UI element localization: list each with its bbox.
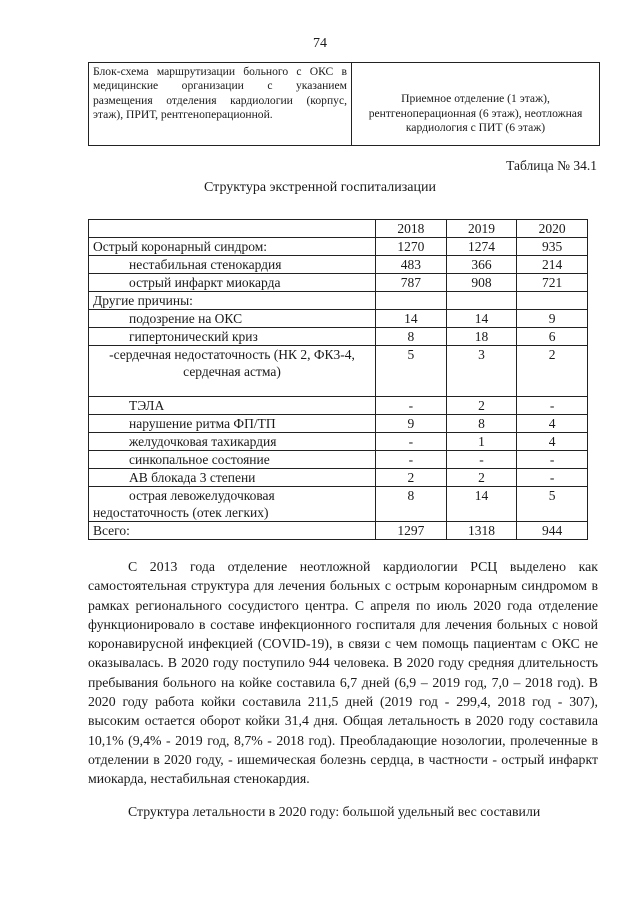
cell-value: 14 (446, 487, 517, 522)
cell-value: 1270 (376, 238, 447, 256)
cell-value: 1274 (446, 238, 517, 256)
body-paragraph: С 2013 года отделение неотложной кардиологии РСЦ выделено как самостоятельная структура для лечения больных с острым коронарным синдромом в рамках регионального сосудистого центра. С апреля по июль 2020 года отделение функционировало в составе инфекционного госпиталя для лечения больных с новой коронавирусной инфекцией (COVID-19), в связи с чем помощь пациентам с ОКС не оказывалась. В 2020 году поступило 944 человека. В 2020 году средняя длительность пребывания больного на койке составила 6,7 дней (6,9 – 2019 год, 7,0 – 2018 год). В 2020 году работа койки составила 211,5 дней (2019 год - 299,4, 2018 год - 307), высоким остается оборот койки 31,4 дня. Общая летальность в 2020 году составила 10,1% (9,4% - 2019 год, 8,7% - 2018 год). Преобладающие нозологии, пролеченные в отделении в 2020 году, - ишемическая болезнь сердца, в частности - острый инфаркт миокарда, нестабильная стенокардия. (88, 559, 598, 787)
row-label: АВ блокада 3 степени (89, 469, 376, 487)
cell-value (376, 292, 447, 310)
cell-value: - (376, 397, 447, 415)
cell-value: 2 (376, 469, 447, 487)
year-header: 2018 (376, 220, 447, 238)
table-row (89, 487, 588, 522)
table-row (89, 256, 588, 274)
cell-value (517, 292, 588, 310)
table-row (89, 415, 588, 433)
row-label: острый инфаркт миокарда (89, 274, 376, 292)
table-title: Структура экстренной госпитализации (204, 180, 436, 195)
table-row (89, 469, 588, 487)
cell-value: 8 (446, 415, 517, 433)
cell-value: 3 (446, 346, 517, 397)
cell-value: 2 (517, 346, 588, 397)
table-number: Таблица № 34.1 (506, 158, 597, 173)
row-label: желудочковая тахикардия (89, 433, 376, 451)
cell-value: 14 (376, 310, 447, 328)
row-label: -сердечная недостаточность (НК 2, ФК3-4, сердечная астма) (89, 346, 376, 397)
cell-value: 18 (446, 328, 517, 346)
header-empty-cell (89, 220, 376, 238)
cell-value: - (376, 433, 447, 451)
cell-value: - (376, 451, 447, 469)
table-row (89, 310, 588, 328)
table-row (89, 292, 588, 310)
page-number: 74 (313, 36, 327, 51)
hospitalization-table (88, 219, 588, 540)
cell-value: - (517, 469, 588, 487)
cell-value: 9 (517, 310, 588, 328)
cell-value: 5 (376, 346, 447, 397)
table-row (89, 451, 588, 469)
cell-value: 1297 (376, 522, 447, 540)
cell-value: 908 (446, 274, 517, 292)
row-label: гипертонический криз (89, 328, 376, 346)
table-row (89, 433, 588, 451)
row-label: Другие причины: (89, 292, 376, 310)
cell-value: - (446, 451, 517, 469)
table-row (89, 397, 588, 415)
cell-value: 787 (376, 274, 447, 292)
table-row (89, 238, 588, 256)
cell-value: - (517, 397, 588, 415)
cell-value: 214 (517, 256, 588, 274)
cell-value: 944 (517, 522, 588, 540)
routing-info-table (88, 62, 600, 146)
cell-value: 8 (376, 487, 447, 522)
table-row (89, 274, 588, 292)
cell-value: 6 (517, 328, 588, 346)
cell-value: - (517, 451, 588, 469)
cell-value: 4 (517, 415, 588, 433)
table-row (89, 63, 600, 146)
cell-value: 2 (446, 469, 517, 487)
row-label: Всего: (89, 522, 376, 540)
table-header-row (89, 220, 588, 238)
cell-value: 1 (446, 433, 517, 451)
cell-value: 721 (517, 274, 588, 292)
table-row (89, 346, 588, 397)
cell-value: 935 (517, 238, 588, 256)
row-label: нарушение ритма ФП/ТП (89, 415, 376, 433)
body-paragraph: Структура летальности в 2020 году: большой удельный вес составили (128, 804, 541, 819)
row-label: острая левожелудочковая недостаточность (отек легких) (89, 487, 376, 522)
table-row (89, 328, 588, 346)
cell-value: 366 (446, 256, 517, 274)
row-label: Острый коронарный синдром: (89, 238, 376, 256)
routing-locations: Приемное отделение (1 этаж), рентгеноперационная (6 этаж), неотложная кардиология с ПИТ (6 этаж) (352, 63, 600, 146)
row-label: подозрение на ОКС (89, 310, 376, 328)
cell-value: 5 (517, 487, 588, 522)
routing-description: Блок-схема маршрутизации больного с ОКС в медицинские организации с указанием размещения отделения кардиологии (корпус, этаж), ПРИТ, рентгеноперационной. (89, 63, 352, 146)
cell-value: 2 (446, 397, 517, 415)
cell-value: 483 (376, 256, 447, 274)
cell-value: 14 (446, 310, 517, 328)
row-label: нестабильная стенокардия (89, 256, 376, 274)
year-header: 2019 (446, 220, 517, 238)
table-total-row (89, 522, 588, 540)
cell-value: 9 (376, 415, 447, 433)
cell-value (446, 292, 517, 310)
row-label: ТЭЛА (89, 397, 376, 415)
year-header: 2020 (517, 220, 588, 238)
cell-value: 4 (517, 433, 588, 451)
cell-value: 1318 (446, 522, 517, 540)
row-label: синкопальное состояние (89, 451, 376, 469)
cell-value: 8 (376, 328, 447, 346)
